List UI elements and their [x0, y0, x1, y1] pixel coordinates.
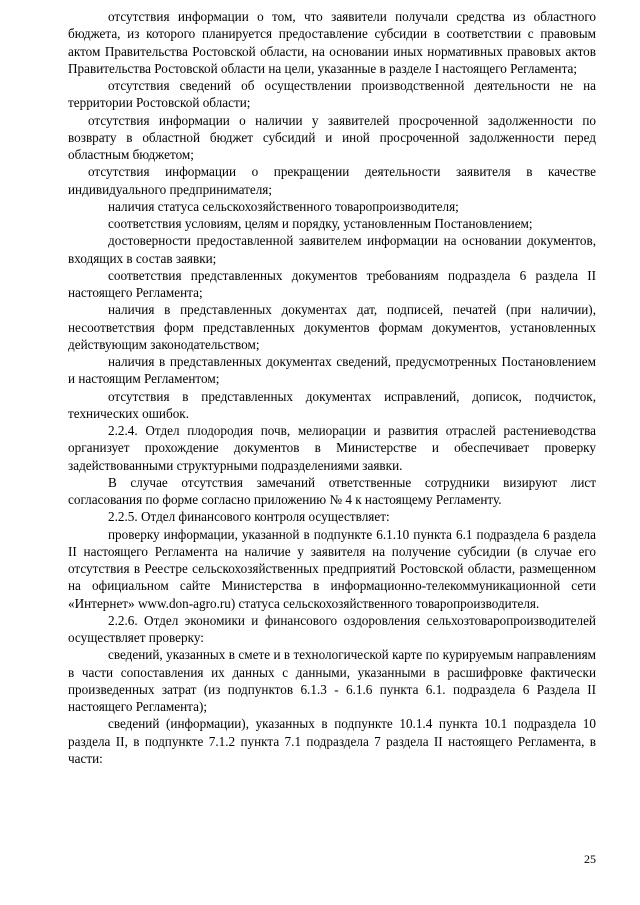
paragraph: 2.2.5. Отдел финансового контроля осуществляет: [108, 509, 390, 525]
paragraph: наличия статуса сельскохозяйственного товаропроизводителя; [108, 198, 459, 214]
paragraph: отсутствия информации о наличии у заявителей просроченной задолженности по возврату в областной бюджет субсидий и иной просроченной задолженности перед областным бюджетом; [68, 112, 596, 162]
paragraph: соответствия условиям, целям и порядку, установленным Постановлением; [108, 216, 533, 231]
paragraph: проверку информации, указанной в подпункте 6.1.10 пункта 6.1 подраздела 6 раздела II настоящего Регламента на наличие у заявителя на получение субсидии (в случае его отсутствия в Реестре сельскохозяйственных предприятий Ростовской области, размещенном на официальном сайте Министерства в информационно-телекоммуникационной сети «Интернет» www.don-agro.ru) статуса сельскохозяйственного товаропроизводителя. [68, 526, 596, 611]
paragraph: сведений, указанных в смете и в технологической карте по курируемым направлениям в части сопоставления их данных с данными, указанными в расшифровке фактически произведенных затрат (из подпунктов 6.1.3 - 6.1.6 пункта 6.1. подраздела 6 Раздела II настоящего Регламента); [68, 647, 596, 714]
document-page [68, 8, 596, 767]
paragraph: сведений (информации), указанных в подпункте 10.1.4 пункта 10.1 подраздела 10 раздела II, в подпункте 7.1.2 пункта 7.1 подраздела 7 раздела II настоящего Регламента, в части: [68, 716, 596, 766]
paragraph: отсутствия в представленных документах исправлений, дописок, подчисток, технических ошибок. [68, 388, 596, 421]
paragraph: соответствия представленных документов требованиям подраздела 6 раздела II настоящего Регламента; [68, 267, 596, 300]
paragraph: наличия в представленных документах дат, подписей, печатей (при наличии), несоответствия форм представленных документов формам документов, установленных действующим законодательством; [68, 302, 596, 352]
paragraph: 2.2.4. Отдел плодородия почв, мелиорации и развития отраслей растениеводства организует прохождение документов в Министерстве и обеспечивает проверку задействованными структурными подразделениями заявки. [68, 423, 596, 473]
page-number: 25 [584, 852, 596, 866]
paragraph: достоверности предоставленной заявителем информации на основании документов, входящих в состав заявки; [68, 233, 596, 266]
paragraph: В случае отсутствия замечаний ответственные сотрудники визируют лист согласования по форме согласно приложению № 4 к настоящему Регламенту. [68, 474, 596, 507]
paragraph: отсутствия сведений об осуществлении производственной деятельности не на территории Ростовской области; [68, 78, 596, 111]
paragraph: наличия в представленных документах сведений, предусмотренных Постановлением и настоящим Регламентом; [68, 354, 596, 387]
paragraph: отсутствия информации о том, что заявители получали средства из областного бюджета, из которого планируется предоставление субсидии в соответствии с правовым актом Правительства Ростовской области, на основании иных нормативных правовых актов Правительства Ростовской области на цели, указанные в разделе I настоящего Регламента; [68, 9, 596, 76]
paragraph: отсутствия информации о прекращении деятельности заявителя в качестве индивидуального предпринимателя; [68, 164, 596, 197]
paragraph: 2.2.6. Отдел экономики и финансового оздоровления сельхозтоваропроизводителей осуществляет проверку: [68, 612, 596, 645]
